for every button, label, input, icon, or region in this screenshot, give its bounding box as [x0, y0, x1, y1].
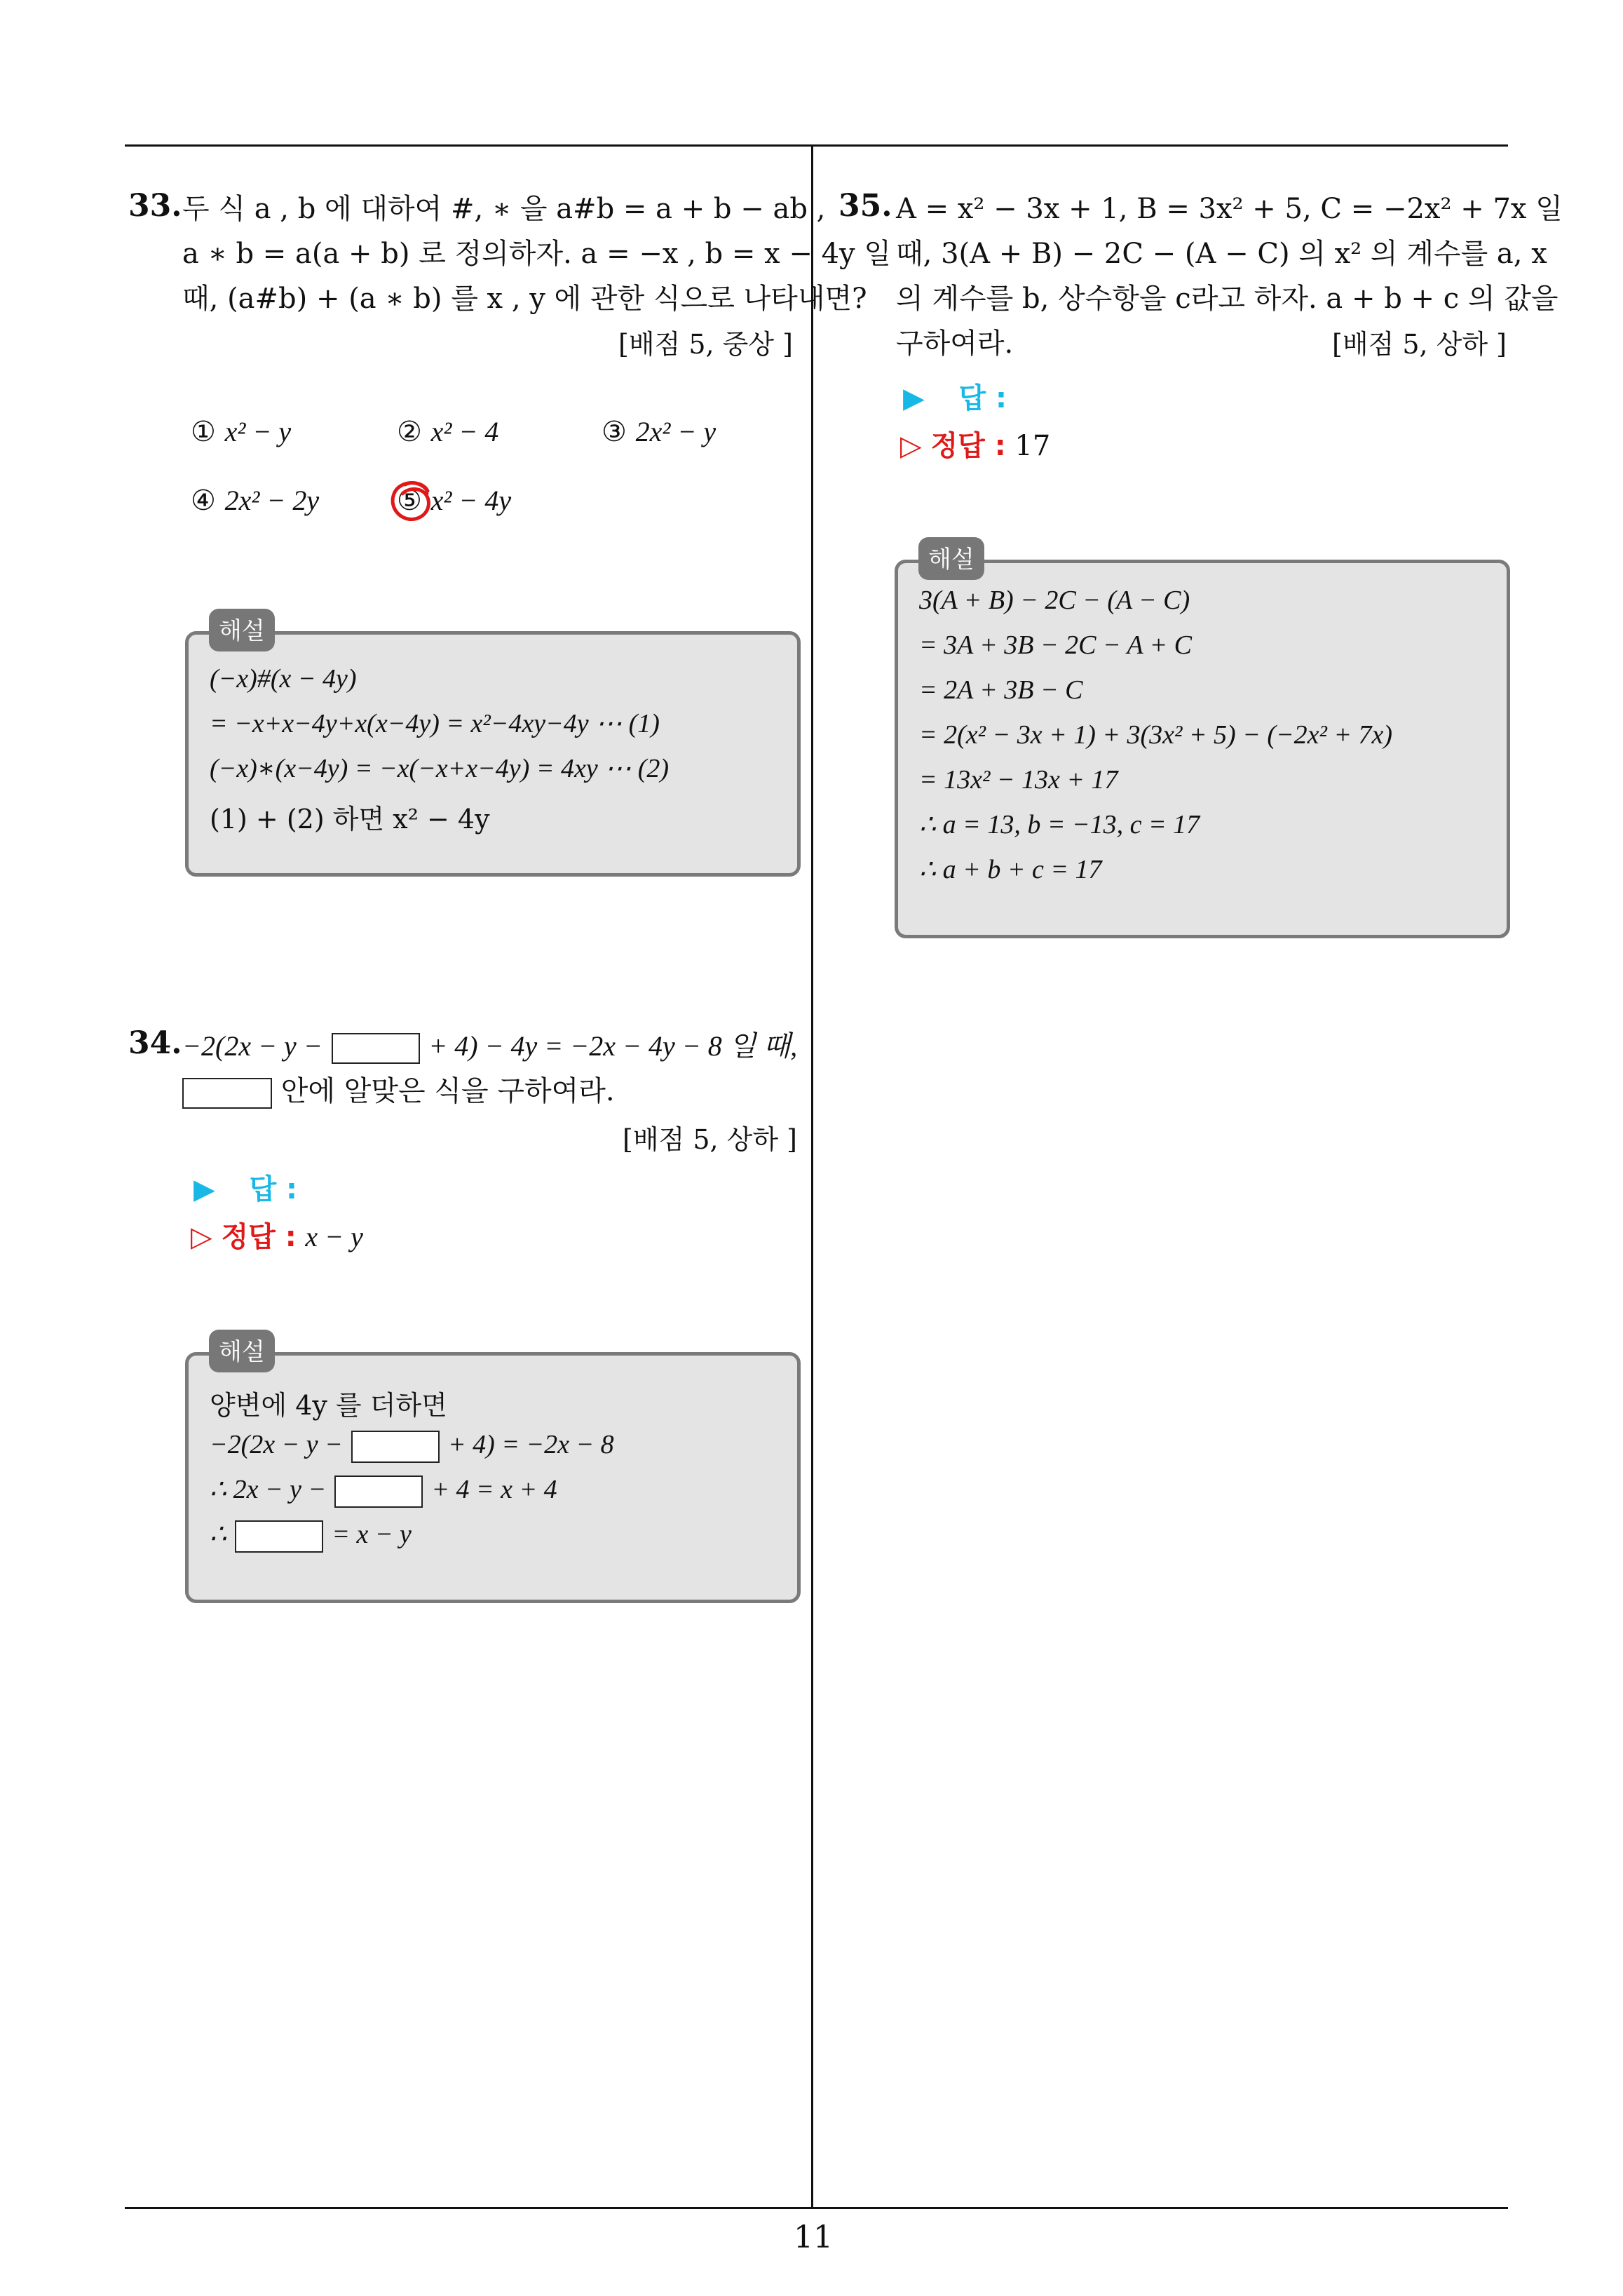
explain-line: ∴ = x − y [210, 1518, 412, 1553]
blank-box [334, 1475, 423, 1508]
choice-3[interactable] [602, 415, 716, 448]
correct-label: 정답 : [930, 430, 1006, 462]
choice-mark: ④ [191, 485, 216, 517]
q35-line: 때, 3(A + B) − 2C − (A − C) 의 x² 의 계수를 a, x [896, 238, 1547, 270]
q33-line: 두 식 a , b 에 대하여 #, ∗ 을 a#b = a + b − ab , [182, 193, 826, 225]
explain-line: 양변에 4y 를 더하면 [210, 1390, 447, 1421]
q35-answer-row[interactable] [903, 376, 1007, 416]
explain-line: (−x)∗(x−4y) = −x(−x+x−4y) = 4xy ⋯ (2) [210, 754, 669, 783]
blank-box [351, 1431, 440, 1463]
blank-box [235, 1520, 323, 1553]
choice-text: 2x² − 2y [224, 485, 320, 516]
q35-explain-tab: 해설 [918, 537, 984, 580]
choice-1[interactable] [191, 415, 291, 448]
explain-line: = 2(x² − 3x + 1) + 3(3x² + 5) − (−2x² + 7x) [919, 720, 1393, 750]
explain-line: = 13x² − 13x + 17 [919, 765, 1118, 795]
q35-correct-row [900, 424, 1050, 464]
correct-value: 17 [1014, 430, 1051, 462]
play-arrow-icon: ▶ [193, 1173, 215, 1206]
choice-mark: ② [397, 416, 422, 448]
play-arrow-icon: ▶ [903, 382, 925, 414]
q33-number: 33. [128, 188, 182, 224]
correct-value: x − y [305, 1221, 363, 1252]
q34-number: 34. [128, 1025, 182, 1061]
explain-line: ∴ a = 13, b = −13, c = 17 [919, 810, 1200, 839]
q35-number: 35. [838, 188, 892, 224]
q34-explain-tab: 해설 [209, 1330, 275, 1372]
choice-text: x² − y [224, 416, 292, 447]
q34-answer-row[interactable] [193, 1167, 297, 1207]
q33-score: [배점 5, 중상 ] [618, 329, 793, 360]
answer-label: 답 : [249, 1173, 298, 1206]
explain-line: = 3A + 3B − 2C − A + C [919, 630, 1192, 660]
blank-box [332, 1033, 420, 1064]
q34-correct-row [191, 1215, 363, 1255]
outline-arrow-icon: ▷ [900, 430, 922, 462]
q33-explain-tab: 해설 [209, 609, 275, 651]
answer-label: 답 : [958, 382, 1007, 414]
explain-line: ∴ a + b + c = 17 [919, 855, 1102, 884]
q35-explain-panel [895, 560, 1510, 938]
outline-arrow-icon: ▷ [191, 1221, 212, 1253]
choice-mark: ③ [602, 416, 627, 448]
column-divider [811, 144, 813, 2208]
explain-line: −2(2x − y − + 4) = −2x − 8 [210, 1429, 614, 1463]
q34-explain-panel [185, 1352, 801, 1603]
explain-line: = −x+x−4y+x(x−4y) = x²−4xy−4y ⋯ (1) [210, 709, 660, 738]
explain-line: (1) + (2) 하면 x² − 4y [210, 804, 490, 835]
q35-score: [배점 5, 상하 ] [1332, 329, 1507, 360]
bottom-rule [125, 2207, 1508, 2209]
choice-text: x² − 4 [430, 416, 499, 447]
q33-line: a ∗ b = a(a + b) 로 정의하자. a = −x , b = x − 4y 일 [182, 238, 891, 270]
q34-score: [배점 5, 상하 ] [623, 1124, 797, 1155]
q35-line: 의 계수를 b, 상수항을 c라고 하자. a + b + c 의 값을 [896, 283, 1559, 315]
q34-line2: 안에 알맞은 식을 구하여라. [182, 1069, 615, 1114]
top-rule [125, 144, 1508, 147]
q34-line1: −2(2x − y − + 4) − 4y = −2x − 4y − 8 일 때, [182, 1024, 797, 1069]
q33-explain-panel [185, 631, 801, 877]
choice-text: x² − 4y [430, 485, 512, 516]
choice-4[interactable] [191, 484, 319, 517]
q35-line: 구하여라. [896, 327, 1014, 360]
explain-line: = 2A + 3B − C [919, 675, 1083, 705]
blank-box [182, 1078, 272, 1109]
choice-mark: ① [191, 416, 216, 448]
explain-line: (−x)#(x − 4y) [210, 664, 357, 694]
q35-line: A = x² − 3x + 1, B = 3x² + 5, C = −2x² + 7x 일 [896, 193, 1563, 225]
q33-line: 때, (a#b) + (a ∗ b) 를 x , y 에 관한 식으로 나타내면? [182, 283, 867, 315]
choice-mark: ⑤ [397, 485, 422, 517]
choice-2[interactable] [397, 415, 498, 448]
selected-answer-circle-icon [386, 475, 436, 526]
correct-label: 정답 : [221, 1221, 297, 1253]
choice-text: 2x² − y [635, 416, 717, 447]
explain-line: 3(A + B) − 2C − (A − C) [919, 586, 1190, 615]
explain-line: ∴ 2x − y − + 4 = x + 4 [210, 1473, 557, 1508]
page-number: 11 [794, 2220, 833, 2255]
